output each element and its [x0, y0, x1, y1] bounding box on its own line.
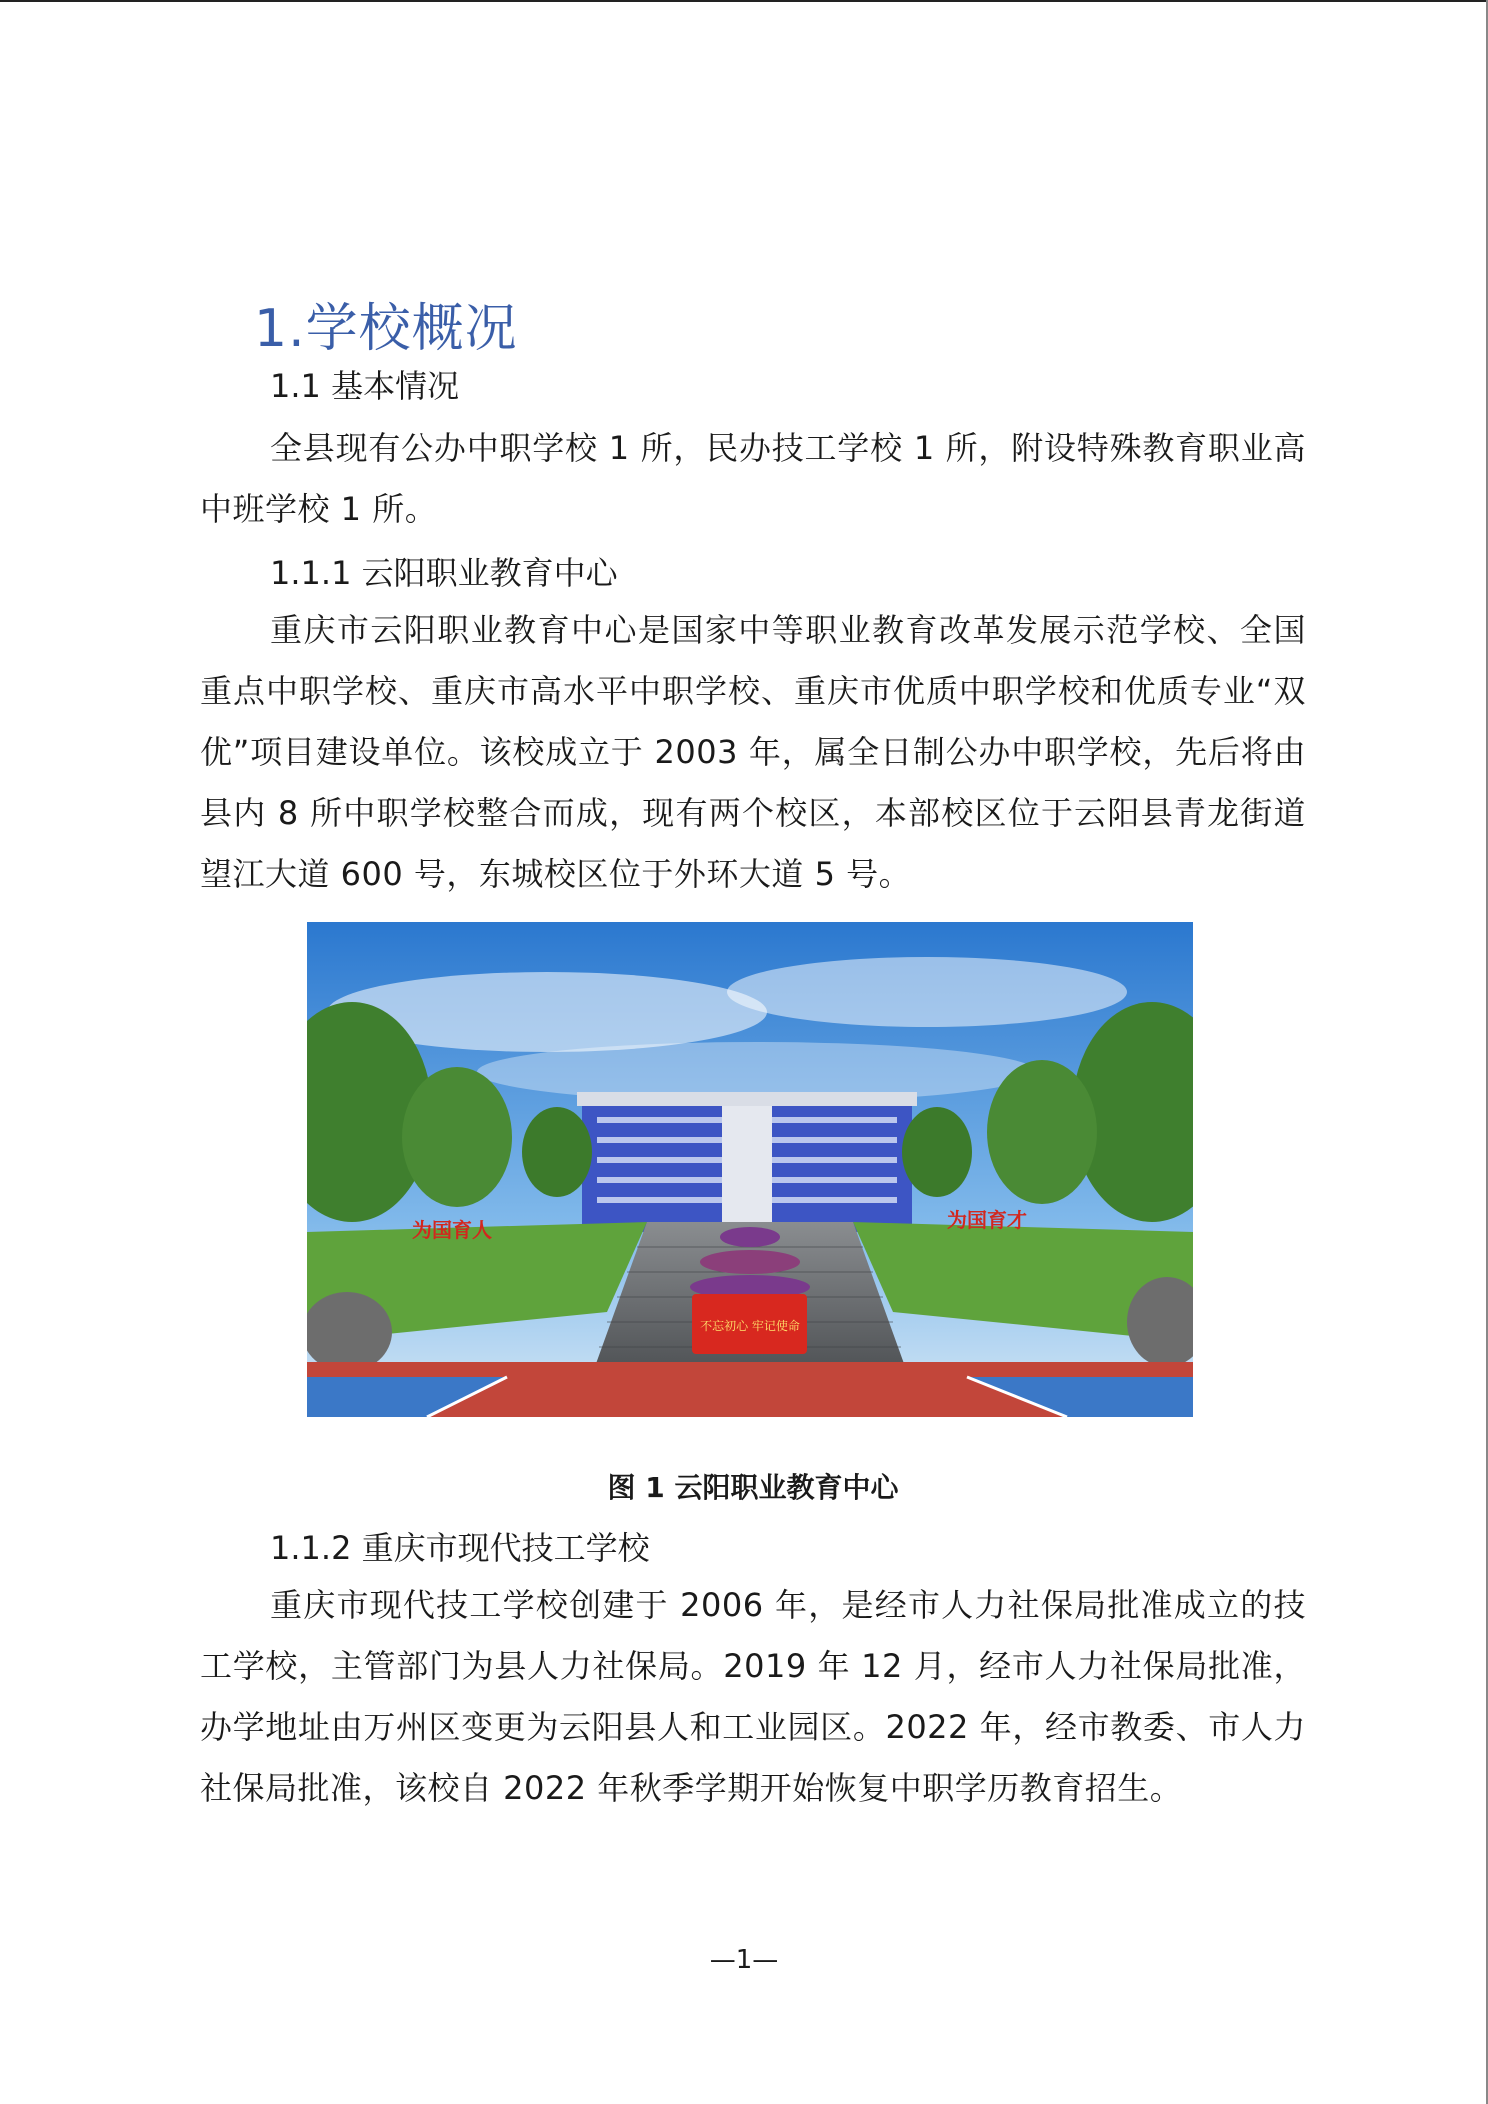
paragraph-yunyang-center: 重庆市云阳职业教育中心是国家中等职业教育改革发展示范学校、全国重点中职学校、重庆市高水平中职学校、重庆市优质中职学校和优质专业“双优”项目建设单位。该校成立于 2003 年，属全日制公办中职学校，先后将由县内 8 所中职学校整合而成，现有两个校区，本部校区位于云阳县青龙街道望江大道 600 号，东城校区位于外环大道 5 号。	[200, 611, 1306, 893]
campus-photo-illustration	[307, 922, 1193, 1417]
figure-caption: 图 1 云阳职业教育中心	[607, 1471, 899, 1504]
photo-banner-right: 为国育才	[947, 1208, 1027, 1232]
section-heading: 1.学校概况	[254, 299, 518, 359]
paragraph-overview: 全县现有公办中职学校 1 所，民办技工学校 1 所，附设特殊教育职业高中班学校 1 所。	[200, 429, 1306, 528]
photo-banner-left: 为国育人	[412, 1218, 492, 1242]
page-top-border	[0, 0, 1488, 2]
page-number: —1—	[709, 1945, 779, 1975]
subsection-1-1-1-heading: 1.1.1 云阳职业教育中心	[270, 554, 618, 592]
paragraph-modern-technical-school: 重庆市现代技工学校创建于 2006 年，是经市人力社保局批准成立的技工学校，主管部门为县人力社保局。2019 年 12 月，经市人力社保局批准，办学地址由万州区变更为云阳县人和工业园区。2022 年，经市教委、市人力社保局批准，该校自 2022 年秋季学期开始恢复中职学历教育招生。	[200, 1586, 1306, 1807]
photo-sign-text: 不忘初心 牢记使命	[700, 1319, 800, 1333]
subsection-1-1-2-heading: 1.1.2 重庆市现代技工学校	[270, 1529, 650, 1567]
subsection-1-1-heading: 1.1 基本情况	[270, 367, 460, 405]
campus-photo	[307, 922, 1193, 1417]
